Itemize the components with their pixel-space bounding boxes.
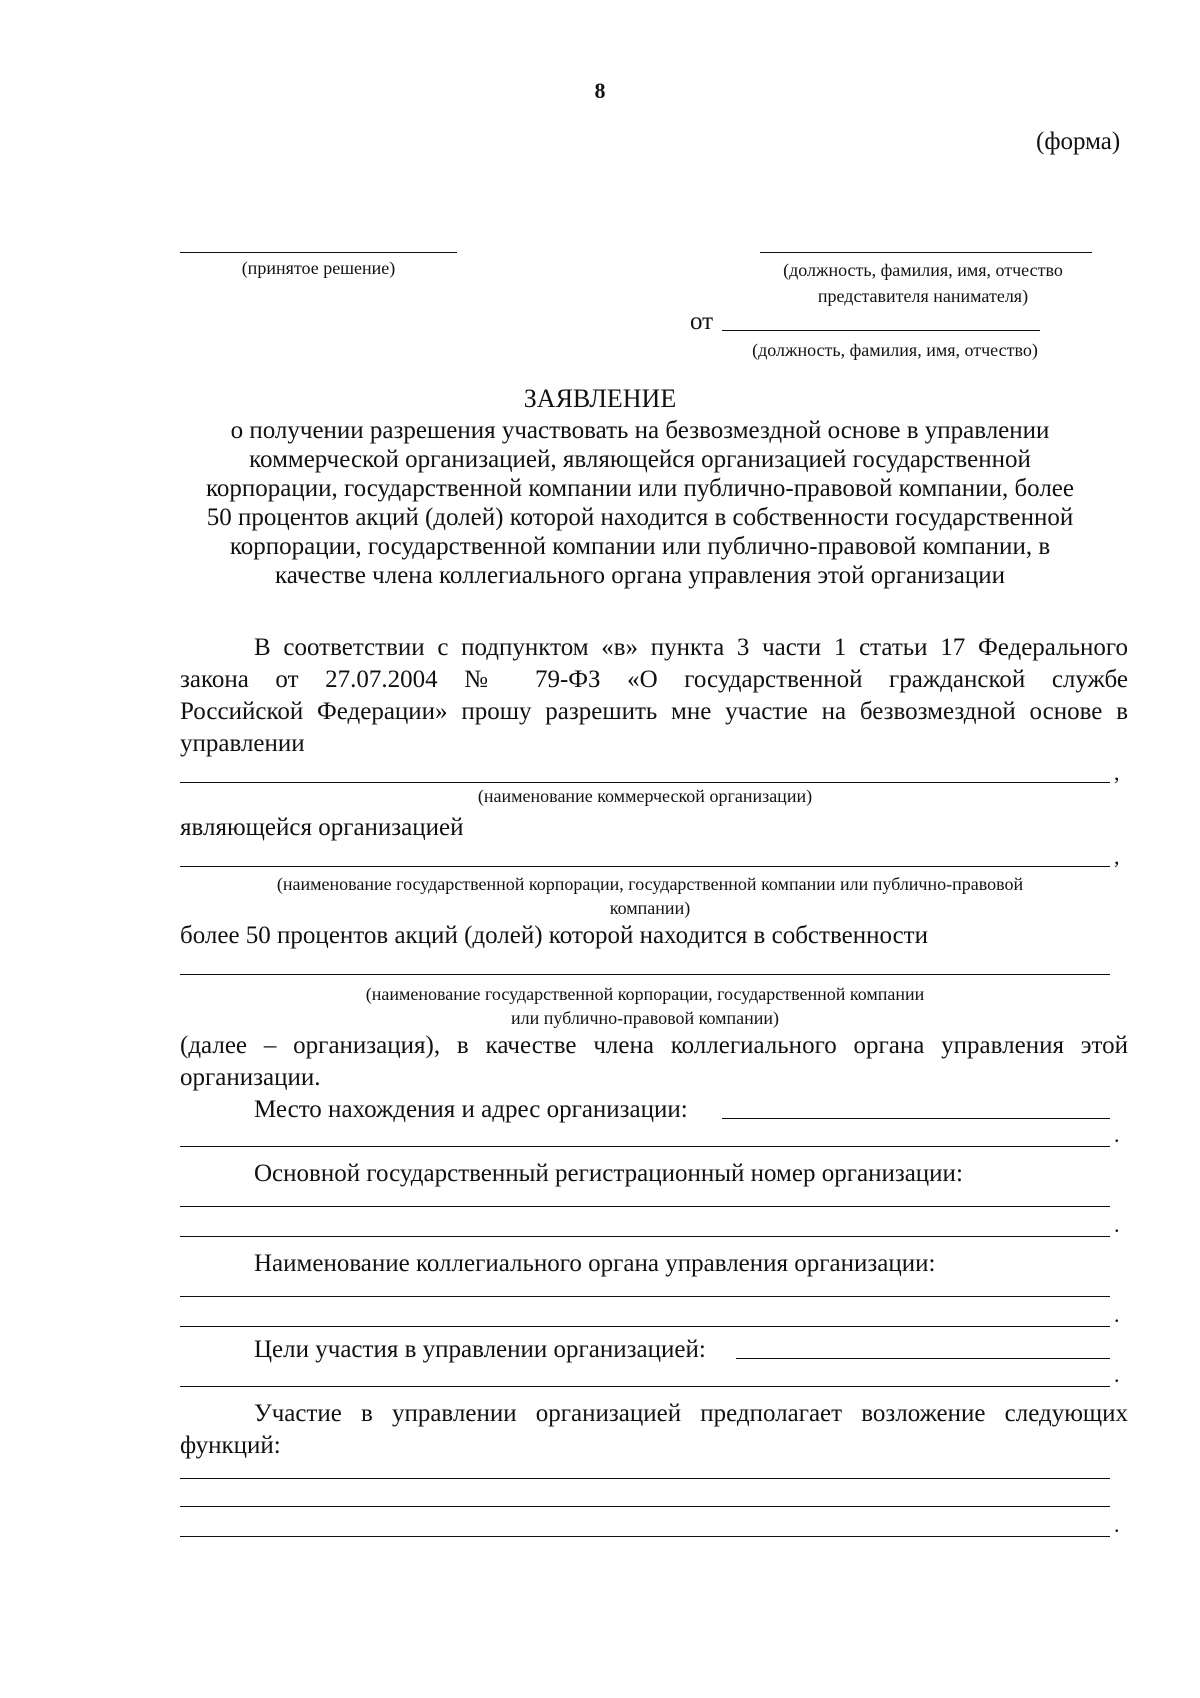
owner-caption-line2: или публично-правовой компании) bbox=[510, 1008, 780, 1028]
being-org-label: являющейся организацией bbox=[180, 814, 464, 841]
comma-mark: , bbox=[1114, 844, 1120, 869]
owner-caption-line1: (наименование государственной корпорации, государственной компании bbox=[365, 984, 925, 1004]
state-corp-line[interactable] bbox=[180, 866, 1110, 867]
commercial-org-caption: (наименование коммерческой организации) bbox=[477, 786, 813, 806]
employer-caption-line1: (должность, фамилия, имя, отчество bbox=[783, 260, 1063, 280]
intro-line-2: закона от 27.07.2004 № 79-ФЗ «О государственной гражданской службе bbox=[180, 666, 1128, 693]
functions-line-2: функций: bbox=[180, 1432, 281, 1459]
period-mark: . bbox=[1114, 1302, 1120, 1327]
location-line-2[interactable] bbox=[180, 1146, 1110, 1147]
commercial-org-line[interactable] bbox=[180, 782, 1110, 783]
location-label: Место нахождения и адрес организации: bbox=[254, 1096, 688, 1123]
goals-label: Цели участия в управлении организацией: bbox=[254, 1336, 706, 1363]
intro-line-3: Российской Федерации» прошу разрешить мне участие на безвозмездной основе в bbox=[180, 698, 1128, 725]
intro-line-1: В соответствии с подпунктом «в» пункта 3 части 1 статьи 17 Федерального bbox=[254, 634, 1128, 661]
state-corp-caption-line2: компании) bbox=[609, 898, 691, 918]
subtitle-line: коммерческой организацией, являющейся организацией государственной bbox=[249, 446, 1031, 473]
applicant-line[interactable] bbox=[722, 330, 1040, 331]
form-label: (форма) bbox=[1036, 128, 1121, 155]
document-subtitle bbox=[150, 416, 1130, 590]
goals-line-2[interactable] bbox=[180, 1386, 1110, 1387]
subtitle-line: 50 процентов акций (долей) которой находится в собственности государственной bbox=[206, 504, 1074, 531]
goals-line-1[interactable] bbox=[736, 1358, 1110, 1359]
board-name-line-1[interactable] bbox=[180, 1296, 1110, 1297]
subtitle-line: корпорации, государственной компании или публично-правовой компании, более bbox=[205, 475, 1075, 502]
ogrn-line-1[interactable] bbox=[180, 1206, 1110, 1207]
employer-caption-line2: представителя нанимателя) bbox=[817, 286, 1029, 306]
functions-line-b[interactable] bbox=[180, 1506, 1110, 1507]
ogrn-line-2[interactable] bbox=[180, 1236, 1110, 1237]
from-label: от bbox=[690, 308, 714, 335]
location-line-1[interactable] bbox=[722, 1118, 1110, 1119]
functions-line-c[interactable] bbox=[180, 1536, 1110, 1537]
subtitle-line: качестве члена коллегиального органа управления этой организации bbox=[274, 562, 1005, 589]
period-mark: . bbox=[1114, 1362, 1120, 1387]
decision-caption: (принятое решение) bbox=[241, 258, 396, 278]
further-line-2: организации. bbox=[180, 1064, 321, 1091]
owner-line[interactable] bbox=[180, 974, 1110, 975]
period-mark: . bbox=[1114, 1122, 1120, 1147]
period-mark: . bbox=[1114, 1212, 1120, 1237]
board-name-label: Наименование коллегиального органа управления организации: bbox=[254, 1250, 936, 1277]
subtitle-line: корпорации, государственной компании или публично-правовой компании, в bbox=[229, 533, 1051, 560]
ogrn-label: Основной государственный регистрационный номер организации: bbox=[254, 1160, 963, 1187]
subtitle-line: о получении разрешения участвовать на безвозмездной основе в управлении bbox=[230, 417, 1050, 444]
functions-line-1: Участие в управлении организацией предполагает возложение следующих bbox=[254, 1400, 1128, 1427]
shares-label: более 50 процентов акций (долей) которой находится в собственности bbox=[180, 922, 928, 949]
functions-line-a[interactable] bbox=[180, 1478, 1110, 1479]
page-number: 8 bbox=[594, 78, 606, 103]
decision-line[interactable] bbox=[180, 252, 457, 253]
further-line-1: (далее – организация), в качестве члена коллегиального органа управления этой bbox=[180, 1032, 1128, 1059]
period-mark: . bbox=[1114, 1512, 1120, 1537]
state-corp-caption-line1: (наименование государственной корпорации, государственной компании или публично-правовой bbox=[276, 874, 1024, 894]
applicant-caption: (должность, фамилия, имя, отчество) bbox=[752, 340, 1038, 360]
document-title: ЗАЯВЛЕНИЕ bbox=[523, 384, 677, 413]
intro-line-4: управлении bbox=[180, 730, 305, 757]
employer-line[interactable] bbox=[760, 252, 1092, 253]
comma-mark: , bbox=[1114, 760, 1120, 785]
board-name-line-2[interactable] bbox=[180, 1326, 1110, 1327]
